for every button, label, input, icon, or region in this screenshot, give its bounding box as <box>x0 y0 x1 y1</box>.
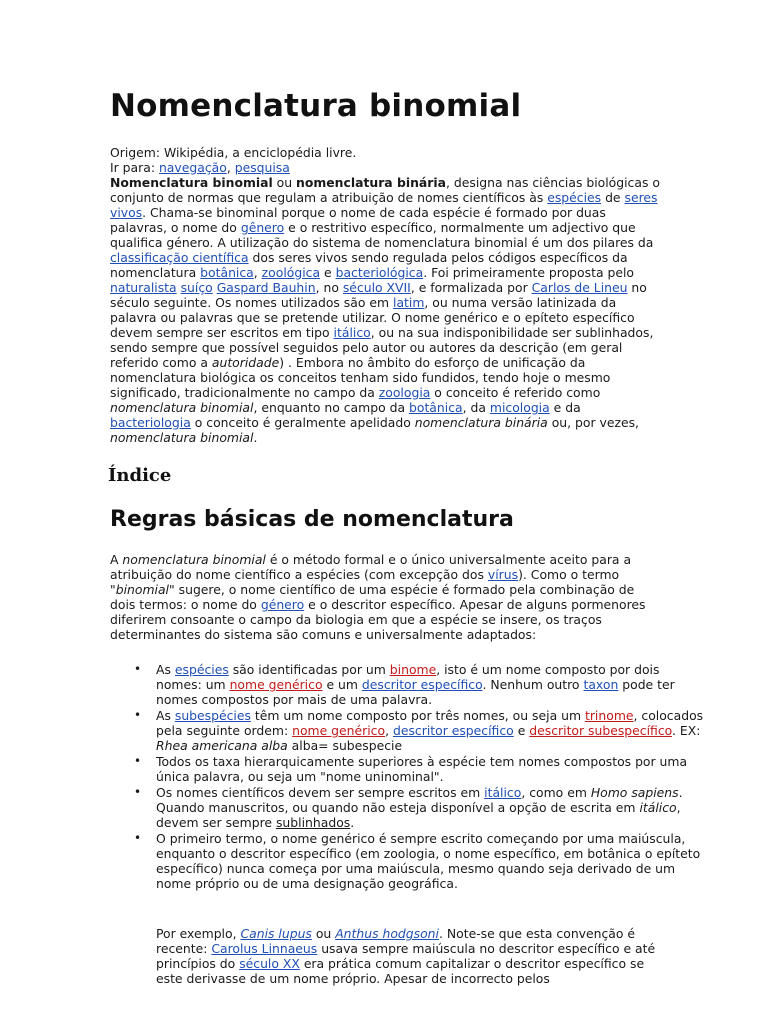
intro-section <box>110 145 662 445</box>
link-especies[interactable]: espécies <box>174 662 229 677</box>
term-autoridade: autoridade <box>211 355 280 370</box>
text: e <box>320 265 336 280</box>
text: . Note-se que esta convenção é recente: <box>156 926 636 956</box>
text: , e formalizada por <box>410 280 532 295</box>
link-descritor-especifico[interactable]: descritor específico <box>392 723 514 738</box>
link-botanica[interactable]: botânica <box>200 265 254 280</box>
term-nomenclatura-binomial: nomenclatura binomial <box>110 400 254 415</box>
link-pesquisa[interactable]: pesquisa <box>234 160 290 175</box>
text: o conceito é geralmente apelidado <box>190 415 415 430</box>
text: e da <box>549 400 581 415</box>
list-item <box>156 754 708 784</box>
link-zoologica[interactable]: zoológica <box>261 265 321 280</box>
list-item <box>156 662 708 707</box>
toc-heading: Índice <box>108 465 172 486</box>
text: , ou numa versão latinizada da palavra ou palavras que se pretende utilizar. O nome genérico e o epíteto específico devem sempre ser escritos em tipo <box>110 295 635 340</box>
term-binomial: Nomenclatura binomial <box>110 175 273 190</box>
text: ). Como o termo " <box>110 567 620 597</box>
text: era prática comum capitalizar o descritor específico se este derivasse de um nome próprio. Apesar de incorrecto pelos <box>156 956 645 986</box>
text: , como em <box>521 785 591 800</box>
link-genero[interactable]: género <box>260 597 305 612</box>
text: As <box>156 708 175 723</box>
text: . Nenhum outro <box>482 677 584 692</box>
text: alba= subespecie <box>287 738 403 753</box>
link-nome-generico[interactable]: nome genérico <box>292 723 386 738</box>
intro-paragraph <box>110 175 662 445</box>
link-bacteriologia[interactable]: bacteriologia <box>110 415 191 430</box>
text: e o restritivo específico, normalmente um adjectivo que qualifica género. A utilização do sistema de nomenclatura binomial é um dos pilares da <box>110 220 654 250</box>
text: , da <box>462 400 490 415</box>
link-naturalista[interactable]: naturalista <box>110 280 177 295</box>
goto-separator: , <box>226 160 235 175</box>
link-especies[interactable]: espécies <box>547 190 602 205</box>
link-botanica-2[interactable]: botânica <box>409 400 463 415</box>
text: o conceito é referido como <box>430 385 601 400</box>
text: de <box>601 190 625 205</box>
text: , devem ser sempre <box>156 800 681 830</box>
text: Os nomes científicos devem ser sempre escritos em <box>156 785 485 800</box>
link-seres-vivos[interactable]: seres vivos <box>110 190 658 220</box>
text: . Foi primeiramente proposta pelo <box>423 265 634 280</box>
term-italico: itálico <box>639 800 677 815</box>
link-subespecies[interactable]: subespécies <box>174 708 251 723</box>
text: é o método formal e o único universalmente aceito para a atribuição do nome científico a espécies (com excepção dos <box>110 552 632 582</box>
link-gaspard-bauhin[interactable]: Gaspard Bauhin <box>216 280 316 295</box>
link-classificacao-cientifica[interactable]: classificação científica <box>110 250 249 265</box>
rules-list <box>110 662 708 892</box>
text: Todos os taxa hierarquicamente superiores à espécie tem nomes compostos por uma única palavra, ou seja um "nome uninominal". <box>156 754 688 784</box>
link-bacteriologica[interactable]: bacteriológica <box>335 265 424 280</box>
link-carlos-de-lineu[interactable]: Carlos de Lineu <box>531 280 628 295</box>
text: . <box>350 815 355 830</box>
text: . Chama-se binominal porque o nome de cada espécie é formado por duas palavras, o nome do <box>110 205 606 235</box>
text: , designa nas ciências biológicas o conjunto de normas que regulam a atribuição de nomes científicos às <box>110 175 660 205</box>
text: ou, por vezes, <box>547 415 639 430</box>
link-italico[interactable]: itálico <box>484 785 522 800</box>
text: usava sempre maiúscula no descritor específico e até princípios do <box>156 941 656 971</box>
text: " sugere, o nome científico de uma espécie é formado pela combinação de dois termos: o nome do <box>110 582 635 612</box>
text: e um <box>322 677 362 692</box>
link-suico[interactable]: suíço <box>180 280 213 295</box>
link-binome[interactable]: binome <box>389 662 437 677</box>
term-nomenclatura-binomial: nomenclatura binomial <box>122 552 266 567</box>
text: ou <box>311 926 336 941</box>
text: . Quando manuscritos, ou quando não esteja disponível a opção de escrita em <box>156 785 683 815</box>
link-genero[interactable]: gênero <box>240 220 285 235</box>
text: ou <box>272 175 297 190</box>
term-binaria: nomenclatura binária <box>296 175 447 190</box>
link-sublinhados[interactable]: sublinhados <box>275 815 351 830</box>
link-micologia[interactable]: micologia <box>489 400 550 415</box>
text: O primeiro termo, o nome genérico é sempre escrito começando por uma maiúscula, enquanto o descritor específico (em zoologia, o nome específico, em botânica o epíteto específico) nunca começa por uma maiúscula, mesmo quando seja derivado de um nome próprio ou de uma designação geográfica. <box>156 831 701 891</box>
text: , <box>385 723 393 738</box>
text: . <box>253 430 258 445</box>
link-seculo-xx[interactable]: século XX <box>239 956 300 971</box>
text: pode ter nomes compostos por mais de uma palavra. <box>156 677 675 707</box>
text: no século seguinte. Os nomes utilizados são em <box>110 280 647 310</box>
link-anthus-hodgsoni[interactable] <box>335 926 439 941</box>
link-latim[interactable]: latim <box>393 295 425 310</box>
text: têm um nome composto por três nomes, ou seja um <box>250 708 585 723</box>
text: dos seres vivos sendo regulada pelos códigos específicos da nomenclatura <box>110 250 628 280</box>
text: ) . Embora no âmbito do esforço de unificação da nomenclatura biológica os conceitos tenham sido fundidos, tendo hoje o mesmo significado, tradicionalmente no campo da <box>110 355 611 400</box>
text: , ou na sua indisponibilidade ser sublinhados, sendo sempre que possível seguidos pelo autor ou autores da descrição (em geral referido como a <box>110 325 654 370</box>
text: Por exemplo, <box>156 926 241 941</box>
link-text: Anthus hodgsoni <box>335 926 439 941</box>
link-italico[interactable]: itálico <box>333 325 371 340</box>
text: , isto é um nome composto por dois nomes: um <box>156 662 660 692</box>
link-text: Canis lupus <box>240 926 312 941</box>
example-homo-sapiens: Homo sapiens <box>590 785 679 800</box>
link-zoologia[interactable]: zoologia <box>378 385 431 400</box>
link-descritor-subespecifico[interactable]: descritor subespecífico <box>529 723 673 738</box>
text: . EX: <box>672 723 701 738</box>
section-heading: Regras básicas de nomenclatura <box>110 507 514 532</box>
text: A <box>110 552 123 567</box>
link-trinome[interactable]: trinome <box>584 708 634 723</box>
text: , no <box>315 280 343 295</box>
goto-line <box>110 160 662 175</box>
text: As <box>156 662 175 677</box>
link-virus[interactable]: vírus <box>487 567 519 582</box>
term-nomenclatura-binomial-2: nomenclatura binomial <box>110 430 254 445</box>
text: e o descritor específico. Apesar de alguns pormenores diferirem consoante o campo da biologia em que a espécie se insere, os traços determinantes do sistema são comuns e universalmente adaptados: <box>110 597 646 642</box>
list-item <box>156 785 708 830</box>
text: , enquanto no campo da <box>253 400 409 415</box>
list-item <box>156 708 708 753</box>
text: são identificadas por um <box>228 662 390 677</box>
link-nome-generico[interactable]: nome genérico <box>229 677 323 692</box>
link-carolus-linnaeus[interactable]: Carolus Linnaeus <box>211 941 318 956</box>
text: e <box>513 723 530 738</box>
list-item <box>156 831 708 891</box>
link-navegacao[interactable]: navegação <box>158 160 227 175</box>
link-seculo-xvii[interactable]: século XVII <box>342 280 411 295</box>
link-descritor-especifico[interactable]: descritor específico <box>361 677 483 692</box>
section-paragraph <box>110 552 662 642</box>
text: , colocados pela seguinte ordem: <box>156 708 704 738</box>
text: , <box>253 265 262 280</box>
term-nomenclatura-binaria: nomenclatura binária <box>414 415 548 430</box>
page-title: Nomenclatura binomial <box>110 88 522 124</box>
origin-line: Origem: Wikipédia, a enciclopédia livre. <box>110 145 357 160</box>
link-canis-lupus[interactable] <box>240 926 311 941</box>
example-rhea: Rhea americana alba <box>156 738 288 753</box>
example-paragraph <box>156 926 662 986</box>
term-binomial: binomial <box>115 582 169 597</box>
link-taxon[interactable]: taxon <box>583 677 619 692</box>
goto-prefix: Ir para: <box>110 160 159 175</box>
